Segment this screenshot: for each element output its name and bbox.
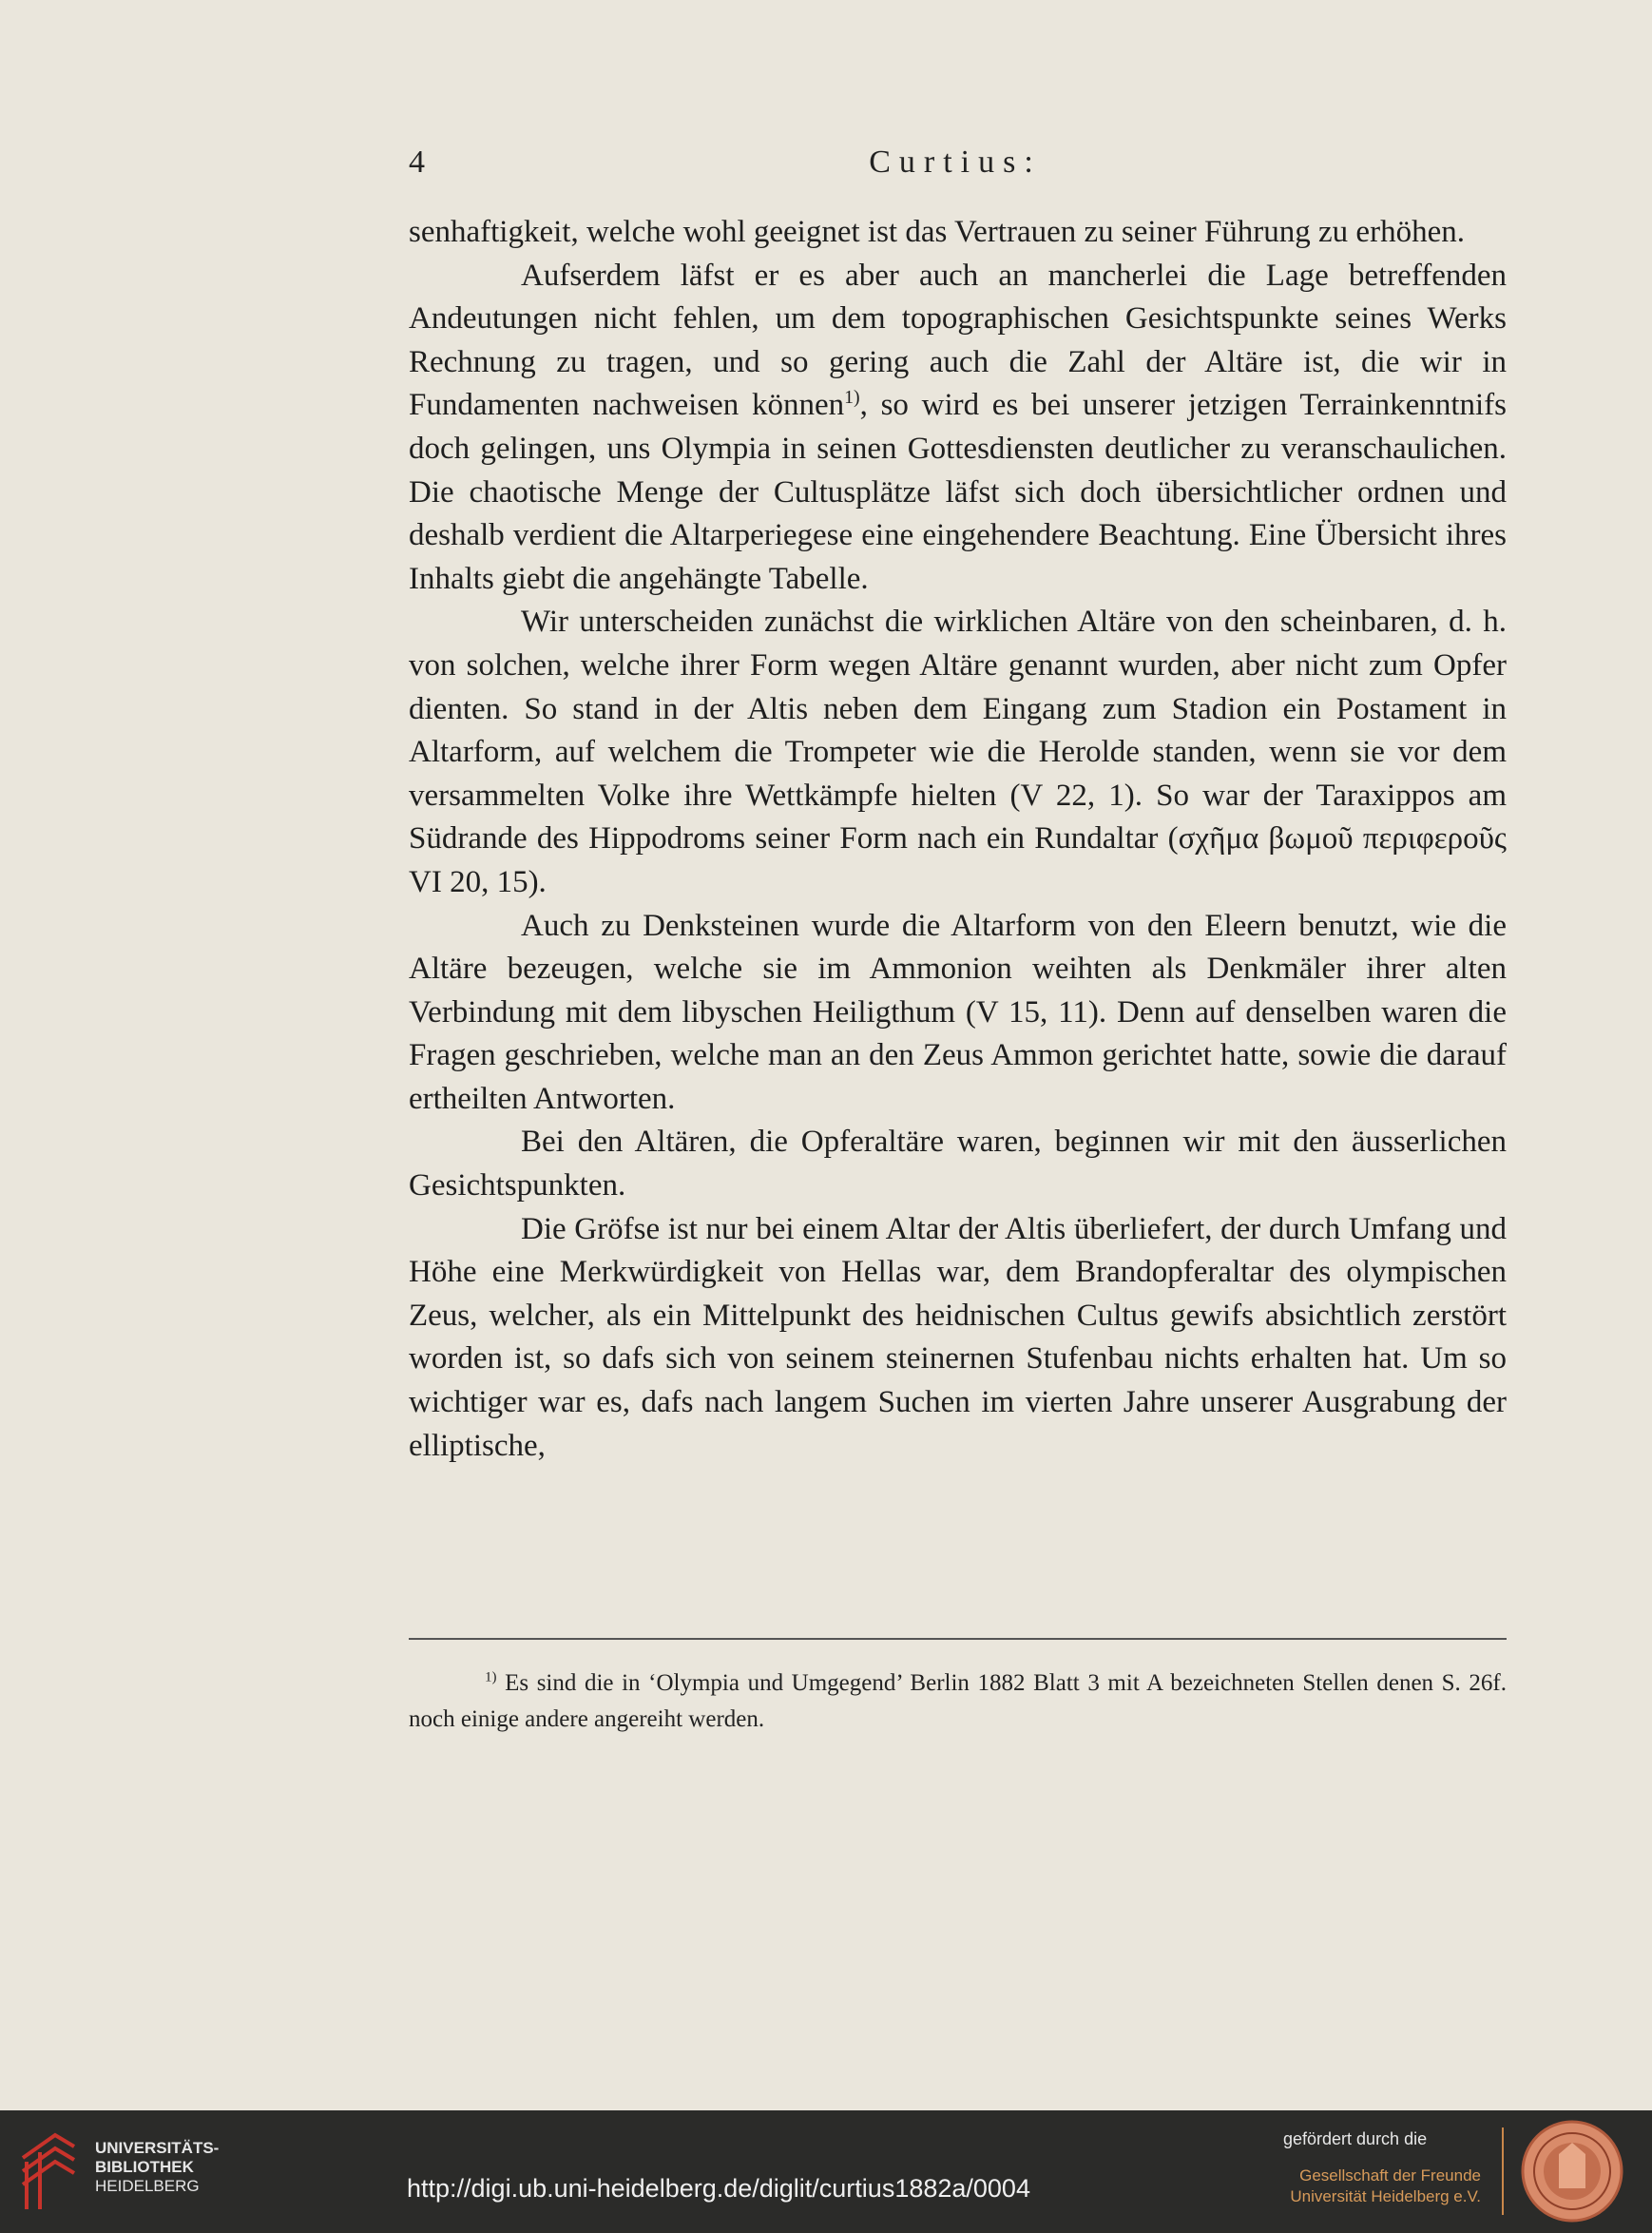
university-seal-icon [1519, 2118, 1625, 2224]
footer-divider [1502, 2127, 1504, 2215]
body-text [409, 211, 1507, 1468]
library-logo-icon[interactable] [17, 2129, 80, 2213]
footnote-reference: 1) [844, 387, 860, 409]
library-name-line3: HEIDELBERG [95, 2177, 200, 2195]
library-name[interactable] [95, 2139, 219, 2196]
page-number: 4 [409, 144, 425, 180]
paragraph-2-continuation: , so wird es bei unserer jetzigen Terrainkenntnifs doch gelingen, uns Olympia in seinen Gottesdiensten deutlicher zu veranschaulichen. Die chaotische Menge der Cultusplätze läfst sich doch übersichtlicher ordnen und deshalb verdient die Altarperiegese eine eingehendere Beachtung. Eine Übersicht ihres Inhalts giebt die angehängte Tabelle. [409, 388, 1507, 596]
paragraph-6: Die Gröfse ist nur bei einem Altar der Altis überliefert, der durch Umfang und Höhe eine Merkwürdigkeit von Hellas war, dem Brandopferaltar des olympischen Zeus, welcher, als ein Mittelpunkt des heidnischen Cultus gewifs absichtlich zerstört worden ist, so dafs sich von seinem steinernen Stufenbau nichts erhalten hat. Um so wichtiger war es, dafs nach langem Suchen im vierten Jahre unserer Ausgrabung der elliptische, [409, 1211, 1507, 1463]
paragraph-2 [409, 255, 1507, 602]
sponsor-name-line1: Gesellschaft der Freunde [1299, 2166, 1481, 2185]
viewer-footer [0, 2110, 1652, 2233]
running-head [409, 144, 1502, 183]
footnote-divider [409, 1638, 1507, 1640]
footnote-marker: 1) [485, 1669, 497, 1685]
library-name-line1: UNIVERSITÄTS- [95, 2139, 220, 2157]
paragraph-2-text: Aufserdem läfst er es aber auch an mancherlei die Lage betreffenden Andeutungen nicht fehlen, um dem topographischen Gesichtspunkte seines Werks Rechnung zu tragen, und so gering auch die Zahl der Altäre ist, die wir in Fundamenten nachweisen können [409, 258, 1507, 423]
sponsor-name-line2: Universität Heidelberg e.V. [1290, 2187, 1481, 2205]
paragraph-4: Auch zu Denksteinen wurde die Altarform von den Eleern benutzt, wie die Altäre bezeugen, welche sie im Ammonion weihten als Denkmäler ihrer alten Verbindung mit dem libyschen Heiligthum (V 15, 11). Denn auf denselben waren die Fragen geschrieben, welche man an den Zeus Ammon gerichtet hatte, sowie die darauf ertheilten Antworten. [409, 908, 1507, 1116]
paragraph-1: senhaftigkeit, welche wohl geeignet ist das Vertrauen zu seiner Führung zu erhöhen. [409, 215, 1465, 249]
header-author: Curtius: [869, 144, 1042, 180]
sponsor-name[interactable] [1274, 2166, 1481, 2207]
library-name-line2: BIBLIOTHEK [95, 2158, 194, 2176]
paragraph-3: Wir unterscheiden zunächst die wirklichen Altäre von den scheinbaren, d. h. von solchen, welche ihrer Form wegen Altäre genannt wurden, aber nicht zum Opfer dienten. So stand in der Altis neben dem Eingang zum Stadion ein Postament in Altarform, auf welchem die Trompeter wie die Herolde standen, wenn sie vor dem versammelten Volke ihre Wettkämpfe hielten (V 22, 1). So war der Taraxippos am Südrande des Hippodroms seiner Form nach ein Rundaltar (σχῆμα βωμοῦ περιφεροῦς VI 20, 15). [409, 605, 1507, 899]
footnote-text: Es sind die in ‘Olympia und Umgegend’ Berlin 1882 Blatt 3 mit A bezeichneten Stellen denen S. 26f. noch einige andere angereiht werden. [409, 1670, 1507, 1732]
sponsor-label: gefördert durch die [1283, 2129, 1428, 2148]
footnote [409, 1665, 1507, 1738]
paragraph-5: Bei den Altären, die Opferaltäre waren, beginnen wir mit den äusserlichen Gesichtspunkten. [409, 1125, 1507, 1203]
permalink-url[interactable]: http://digi.ub.uni-heidelberg.de/diglit/curtius1882a/0004 [407, 2174, 1030, 2203]
